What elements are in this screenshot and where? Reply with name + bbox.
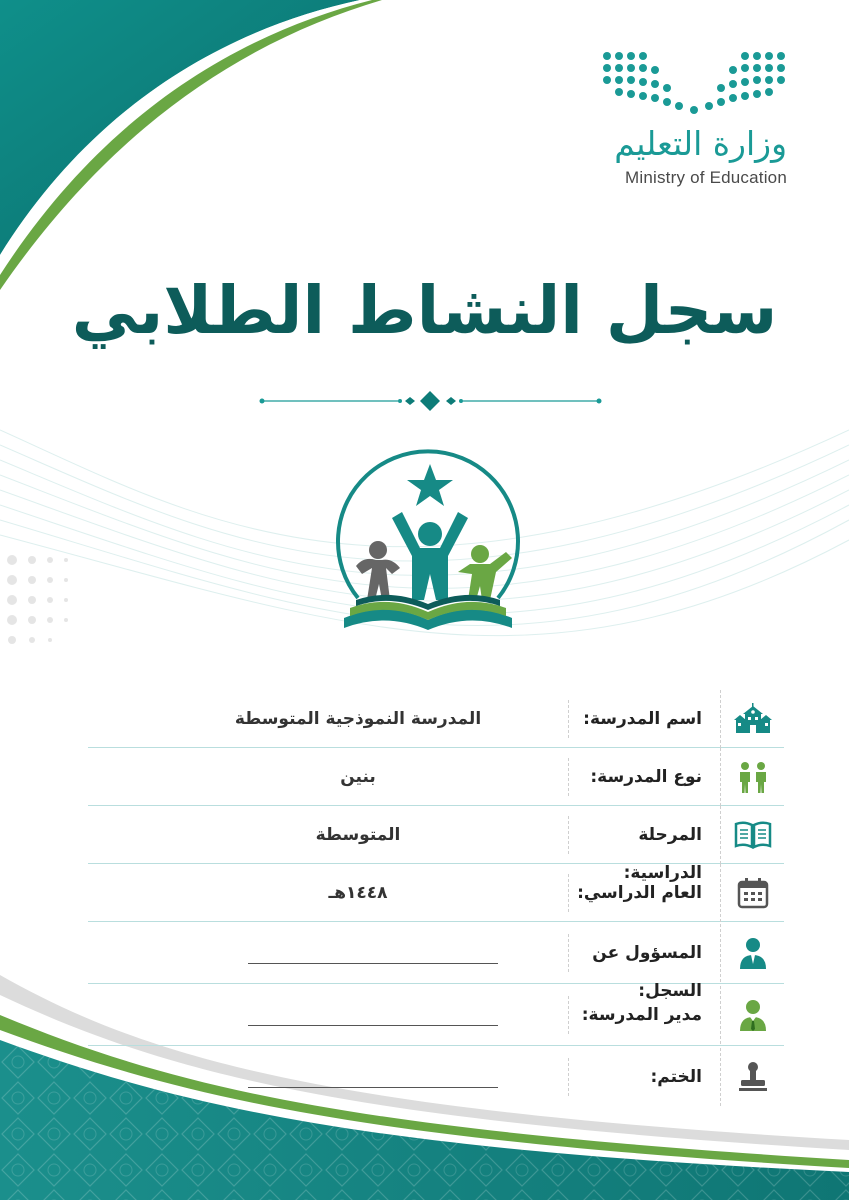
- stage-value: المتوسطة: [315, 824, 401, 845]
- ministry-logo: [587, 48, 787, 188]
- school-type-label: نوع المدرسة:: [568, 758, 720, 796]
- ornament-divider: [258, 388, 603, 414]
- info-row-principal: [88, 984, 784, 1046]
- year-value: ١٤٤٨هـ: [328, 882, 388, 903]
- info-row-school-type: [88, 748, 784, 806]
- stage-label: المرحلة الدراسية:: [568, 816, 720, 854]
- info-row-stage: [88, 806, 784, 883]
- record-owner-label: المسؤول عن السجل:: [568, 934, 720, 972]
- stamp-label: الختم:: [568, 1058, 720, 1096]
- info-row-record-owner: [88, 922, 784, 1001]
- stamp-icon: [737, 1061, 769, 1093]
- ministry-name-arabic: وزارة التعليم: [614, 124, 787, 163]
- principal-label: مدير المدرسة:: [568, 996, 720, 1034]
- ministry-dots-emblem: [601, 48, 787, 118]
- principal-icon: [738, 998, 768, 1032]
- star-icon: [407, 464, 453, 506]
- school-type-value: بنين: [340, 766, 376, 787]
- year-label: العام الدراسي:: [568, 874, 720, 912]
- info-row-year: [88, 864, 784, 922]
- info-table: [88, 690, 784, 1108]
- record-owner-blank-line: [248, 942, 498, 964]
- ministry-name-english: Ministry of Education: [625, 168, 787, 188]
- students-icon: [736, 760, 770, 794]
- school-icon: [734, 703, 772, 735]
- school-name-value: المدرسة النموذجية المتوسطة: [234, 708, 482, 729]
- school-name-label: اسم المدرسة:: [568, 700, 720, 738]
- person-icon: [738, 936, 768, 970]
- book-icon: [734, 821, 772, 849]
- info-row-school-name: [88, 690, 784, 748]
- page-title: سجل النشاط الطلابي: [71, 272, 778, 349]
- student-activity-emblem: [330, 448, 526, 648]
- principal-blank-line: [248, 1004, 498, 1026]
- stamp-blank-line: [248, 1066, 498, 1088]
- calendar-icon: [737, 877, 769, 909]
- info-row-stamp: [88, 1046, 784, 1108]
